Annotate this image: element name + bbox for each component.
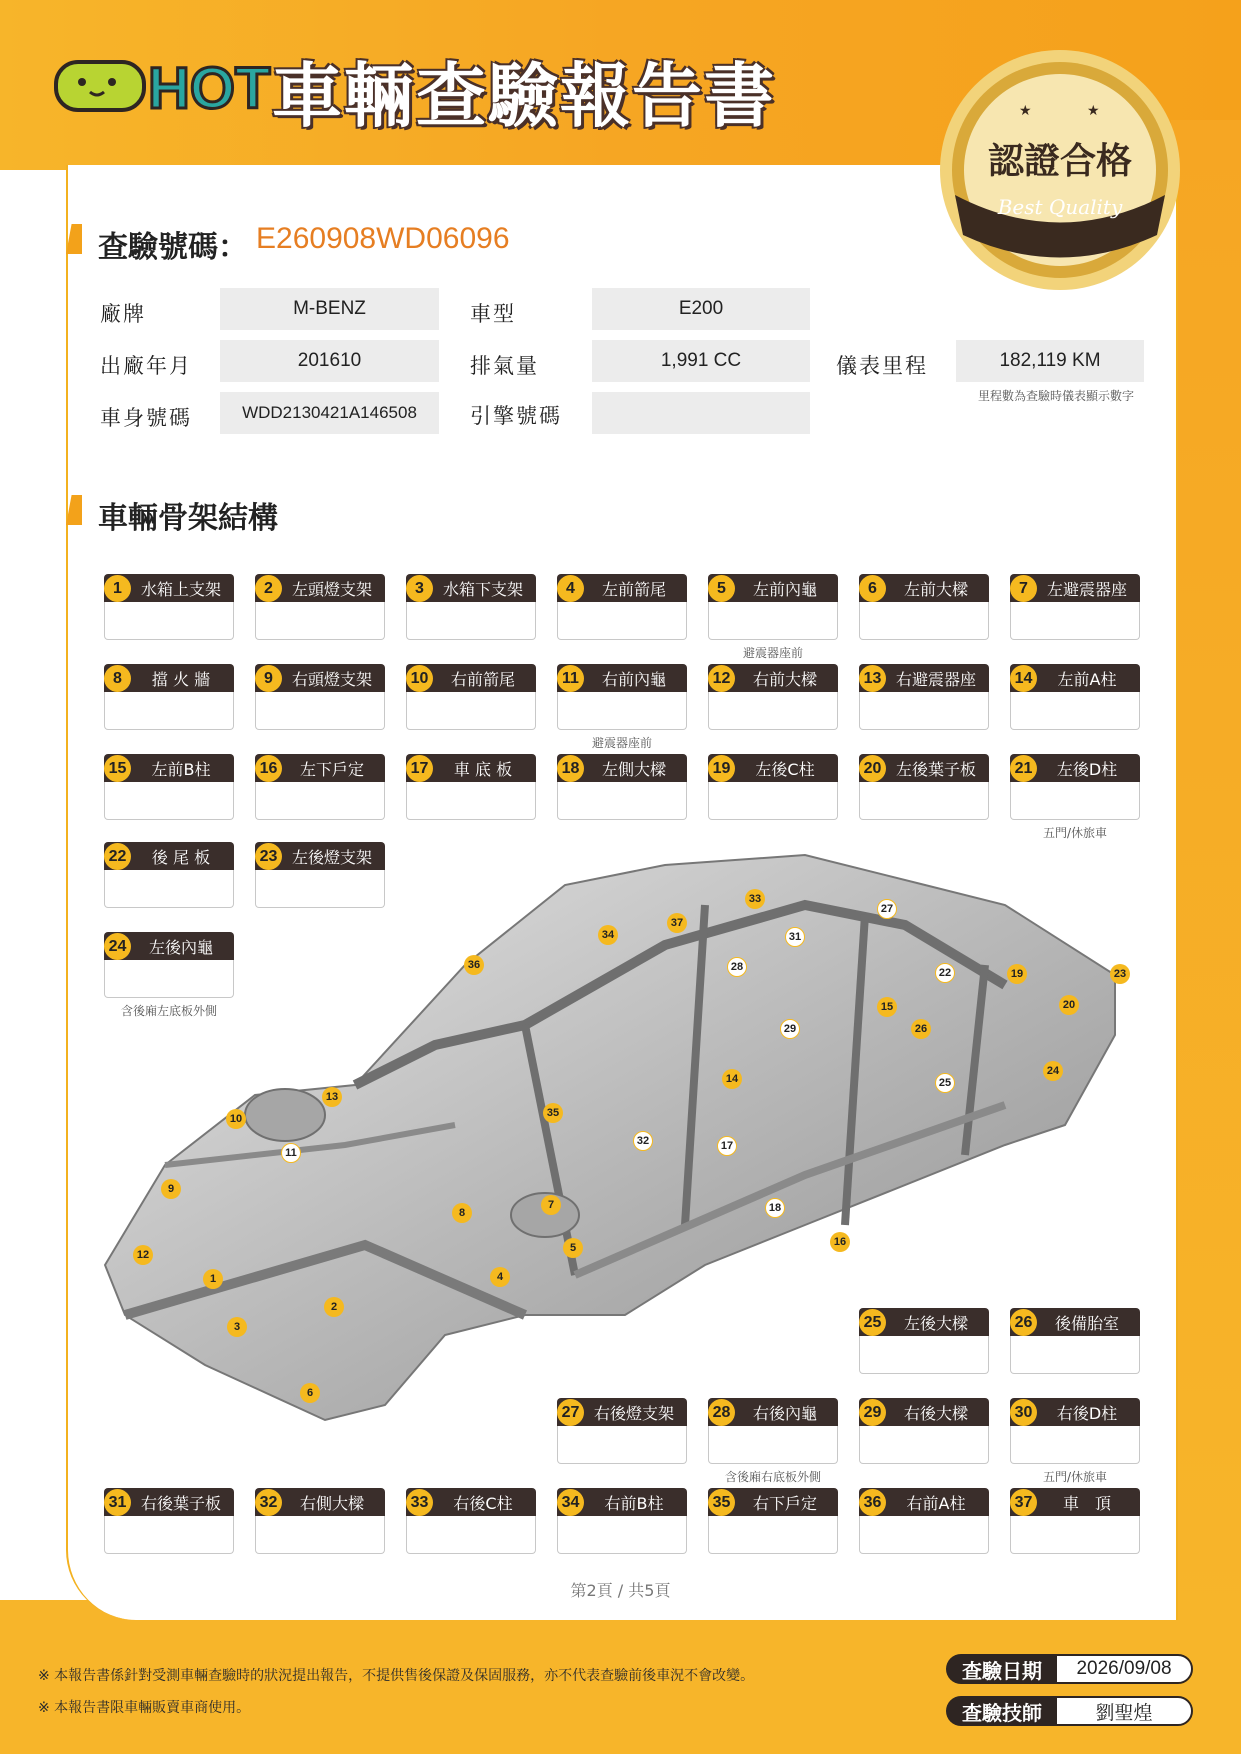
diagram-marker-10: 10 [226,1109,246,1129]
disclaimer-1: ※ 本報告書係針對受測車輛查驗時的狀況提出報告，不提供售後保證及保固服務，亦不代表查驗前後車況不會改變。 [38,1668,755,1684]
part-card [708,1398,838,1484]
diagram-marker-4: 4 [490,1267,510,1287]
diagram-marker-28: 28 [727,957,747,977]
hot-logo [52,48,271,121]
part-number: 16 [255,755,282,782]
part-number: 15 [104,755,131,782]
part-number: 32 [255,1489,282,1516]
part-label: 左後大樑 [903,1313,968,1333]
diagram-marker-19: 19 [1007,964,1027,984]
diagram-marker-35: 35 [543,1103,563,1123]
part-label: 水箱上支架 [140,579,221,599]
part-card-header [1010,664,1140,692]
part-card [708,754,838,820]
brand-value: M-BENZ [220,288,439,330]
part-card-header [104,842,234,870]
report-title: 車輛查驗報告書 [272,55,776,137]
part-label: 左後C柱 [755,759,815,779]
part-label: 右後內龜 [752,1403,817,1423]
part-status-box [557,1516,687,1554]
part-card [557,664,687,750]
inspection-number: E260908WD06096 [256,222,510,255]
part-status-box [859,692,989,730]
technician-label: 查驗技師 [946,1696,1058,1726]
part-card [557,754,687,820]
diagram-marker-7: 7 [541,1195,561,1215]
model-label: 車型 [470,302,516,326]
part-label: 右頭燈支架 [291,669,372,689]
displacement-value: 1,991 CC [592,340,810,382]
part-card [859,1398,989,1464]
part-card [708,574,838,660]
part-status-box [1010,1426,1140,1464]
part-status-box [708,602,838,640]
part-card [406,1488,536,1554]
part-number: 27 [557,1399,584,1426]
diagram-marker-22: 22 [935,963,955,983]
diagram-marker-5: 5 [563,1238,583,1258]
part-status-box [255,870,385,908]
part-status-box [708,1426,838,1464]
part-number: 2 [255,575,282,602]
right-band [1171,120,1241,1620]
part-card [255,842,385,908]
part-number: 30 [1010,1399,1037,1426]
seal-subtitle: Best Quality [997,195,1123,219]
part-card [406,574,536,640]
logo-text: HOT [148,56,271,121]
inspection-number-label: 查驗號碼： [98,230,248,265]
part-note: 含後廂左底板外側 [120,1004,217,1018]
part-label: 右後燈支架 [593,1403,674,1423]
part-number: 8 [104,665,131,692]
part-number: 24 [104,933,131,960]
diagram-marker-23: 23 [1110,964,1130,984]
part-card-header [255,754,385,782]
part-label: 車 底 板 [453,759,513,779]
inspection-date: 2026/09/08 [1055,1654,1193,1684]
part-card-header [1010,574,1140,602]
part-card [104,574,234,640]
disclaimer-2: ※ 本報告書限車輛販賣車商使用。 [38,1700,251,1716]
part-card-header [104,1488,234,1516]
mfg-value: 201610 [220,340,439,382]
part-card [104,1488,234,1554]
svg-text:★: ★ [1019,103,1032,119]
part-status-box [1010,1336,1140,1374]
part-label: 右後D柱 [1056,1403,1118,1423]
seal-text: 認證合格 [987,140,1132,182]
part-number: 31 [104,1489,131,1516]
part-card-header [708,1488,838,1516]
part-label: 左側大樑 [601,759,666,779]
part-number: 26 [1010,1309,1037,1336]
diagram-marker-16: 16 [830,1232,850,1252]
diagram-marker-8: 8 [452,1203,472,1223]
part-card-header [708,664,838,692]
part-card [406,754,536,820]
part-label: 左頭燈支架 [291,579,372,599]
mileage-note: 里程數為查驗時儀表顯示數字 [978,389,1135,403]
diagram-marker-17: 17 [717,1136,737,1156]
part-status-box [104,692,234,730]
part-card-header [104,754,234,782]
part-label: 右前箭尾 [450,669,515,689]
part-note: 避震器座前 [742,646,803,660]
part-card-header [859,1308,989,1336]
engine-value [592,392,810,434]
part-label: 左前大樑 [903,579,968,599]
part-card [557,574,687,640]
part-card [1010,664,1140,730]
part-number: 7 [1010,575,1037,602]
part-label: 左後燈支架 [291,847,372,867]
part-card [255,1488,385,1554]
diagram-marker-31: 31 [785,927,805,947]
mfg-label: 出廠年月 [100,354,192,378]
part-status-box [406,1516,536,1554]
diagram-marker-29: 29 [780,1019,800,1039]
part-card [557,1488,687,1554]
part-number: 25 [859,1309,886,1336]
part-card-header [557,664,687,692]
part-card [859,574,989,640]
part-card-header [406,1488,536,1516]
part-label: 左後D柱 [1056,759,1118,779]
part-label: 右後葉子板 [140,1493,221,1513]
diagram-marker-1: 1 [203,1269,223,1289]
diagram-marker-36: 36 [464,955,484,975]
part-card [1010,1308,1140,1374]
part-card-header [557,754,687,782]
part-label: 左前箭尾 [601,579,666,599]
part-number: 14 [1010,665,1037,692]
part-card-header [406,754,536,782]
part-card [255,754,385,820]
part-card-header [708,1398,838,1426]
part-label: 左前A柱 [1057,669,1117,689]
diagram-marker-11: 11 [281,1143,301,1163]
part-card-header [1010,1308,1140,1336]
page-indicator: 第2頁 / 共5頁 [570,1581,671,1600]
part-card-header [406,664,536,692]
part-number: 6 [859,575,886,602]
part-card [708,664,838,730]
part-card-header [1010,1488,1140,1516]
diagram-marker-12: 12 [133,1245,153,1265]
diagram-marker-18: 18 [765,1198,785,1218]
part-number: 23 [255,843,282,870]
diagram-marker-15: 15 [877,997,897,1017]
part-card [1010,574,1140,640]
part-status-box [859,602,989,640]
part-number: 13 [859,665,886,692]
part-status-box [255,1516,385,1554]
part-label: 左後葉子板 [895,759,976,779]
part-number: 33 [406,1489,433,1516]
diagram-marker-2: 2 [324,1297,344,1317]
part-number: 20 [859,755,886,782]
svg-text:★: ★ [1087,103,1100,119]
part-status-box [557,692,687,730]
part-note: 五門/休旅車 [1042,1470,1108,1484]
part-status-box [859,782,989,820]
part-card-header [255,574,385,602]
part-number: 3 [406,575,433,602]
part-card [1010,754,1140,840]
diagram-marker-9: 9 [161,1179,181,1199]
part-number: 9 [255,665,282,692]
part-status-box [557,602,687,640]
technician-name: 劉聖煌 [1055,1696,1193,1726]
diagram-marker-27: 27 [877,899,897,919]
part-label: 左後內龜 [148,937,213,957]
part-status-box [859,1516,989,1554]
diagram-marker-33: 33 [745,889,765,909]
part-label: 右避震器座 [895,669,976,689]
part-number: 10 [406,665,433,692]
part-card [104,932,234,1018]
part-card [708,1488,838,1554]
part-card-header [557,574,687,602]
part-status-box [708,1516,838,1554]
part-status-box [1010,602,1140,640]
vin-value: WDD2130421A146508 [220,392,439,434]
part-card [104,754,234,820]
part-label: 後備胎室 [1054,1313,1119,1333]
part-number: 29 [859,1399,886,1426]
part-number: 4 [557,575,584,602]
part-status-box [557,1426,687,1464]
part-card [557,1398,687,1464]
part-number: 34 [557,1489,584,1516]
part-card [859,1488,989,1554]
part-card [255,574,385,640]
part-card-header [859,574,989,602]
part-number: 12 [708,665,735,692]
part-status-box [104,870,234,908]
part-number: 5 [708,575,735,602]
part-card-header [557,1488,687,1516]
part-label: 右後C柱 [453,1493,513,1513]
part-label: 右前內龜 [601,669,666,689]
part-number: 19 [708,755,735,782]
diagram-marker-6: 6 [300,1383,320,1403]
part-status-box [859,1336,989,1374]
part-label: 左前B柱 [151,759,211,779]
part-status-box [708,692,838,730]
diagram-marker-3: 3 [227,1317,247,1337]
diagram-marker-24: 24 [1043,1061,1063,1081]
part-card [859,664,989,730]
part-number: 22 [104,843,131,870]
part-label: 右後大樑 [903,1403,968,1423]
part-label: 後 尾 板 [151,847,211,867]
inspection-date-label: 查驗日期 [946,1654,1058,1684]
engine-label: 引擎號碼 [470,404,562,428]
displacement-label: 排氣量 [470,354,539,378]
part-label: 左下戶定 [299,759,364,779]
part-number: 11 [557,665,584,692]
part-card [406,664,536,730]
part-status-box [406,692,536,730]
part-status-box [255,782,385,820]
model-value: E200 [592,288,810,330]
part-card-header [708,574,838,602]
part-card-header [255,842,385,870]
part-status-box [406,782,536,820]
vin-label: 車身號碼 [100,406,192,430]
part-status-box [557,782,687,820]
part-card-header [255,664,385,692]
part-card [104,664,234,730]
part-status-box [859,1426,989,1464]
part-number: 35 [708,1489,735,1516]
part-status-box [104,782,234,820]
part-card-header [859,664,989,692]
part-label: 左前內龜 [752,579,817,599]
part-card [1010,1488,1140,1554]
part-card-header [859,1398,989,1426]
part-label: 擋 火 牆 [151,669,211,689]
part-card-header [104,574,234,602]
part-label: 水箱下支架 [442,579,523,599]
part-number: 18 [557,755,584,782]
part-card-header [406,574,536,602]
part-card-header [104,664,234,692]
part-status-box [1010,1516,1140,1554]
part-number: 17 [406,755,433,782]
mileage-value: 182,119 KM [956,340,1144,382]
part-status-box [1010,782,1140,820]
part-label: 車 頂 [1062,1493,1111,1513]
part-label: 右前B柱 [604,1493,664,1513]
diagram-marker-32: 32 [633,1131,653,1151]
part-card-header [1010,754,1140,782]
part-card [859,1308,989,1374]
part-note: 五門/休旅車 [1042,826,1108,840]
part-status-box [406,602,536,640]
part-number: 28 [708,1399,735,1426]
part-note: 含後廂右底板外側 [724,1470,821,1484]
part-number: 37 [1010,1489,1037,1516]
part-status-box [104,1516,234,1554]
part-note: 避震器座前 [591,736,652,750]
part-number: 21 [1010,755,1037,782]
part-number: 36 [859,1489,886,1516]
brand-label: 廠牌 [100,302,146,326]
part-status-box [104,960,234,998]
quality-seal [935,45,1185,295]
part-label: 右下戶定 [752,1493,817,1513]
part-label: 右前大樑 [752,669,817,689]
part-card-header [1010,1398,1140,1426]
part-card-header [255,1488,385,1516]
part-label: 左避震器座 [1046,579,1127,599]
part-card [1010,1398,1140,1484]
part-status-box [255,692,385,730]
part-card-header [104,932,234,960]
part-status-box [708,782,838,820]
part-status-box [255,602,385,640]
diagram-marker-14: 14 [722,1069,742,1089]
diagram-marker-13: 13 [322,1087,342,1107]
part-label: 右側大樑 [299,1493,364,1513]
part-number: 1 [104,575,131,602]
part-card-header [708,754,838,782]
part-card-header [859,754,989,782]
part-card [859,754,989,820]
part-card [255,664,385,730]
part-status-box [1010,692,1140,730]
diagram-marker-25: 25 [935,1073,955,1093]
diagram-marker-37: 37 [667,913,687,933]
part-card-header [859,1488,989,1516]
part-card [104,842,234,908]
part-label: 右前A柱 [906,1493,966,1513]
diagram-marker-26: 26 [911,1019,931,1039]
diagram-marker-34: 34 [598,925,618,945]
diagram-marker-20: 20 [1059,995,1079,1015]
part-status-box [104,602,234,640]
mileage-label: 儀表里程 [836,354,928,378]
part-card-header [557,1398,687,1426]
frame-section-title: 車輛骨架結構 [98,501,278,536]
